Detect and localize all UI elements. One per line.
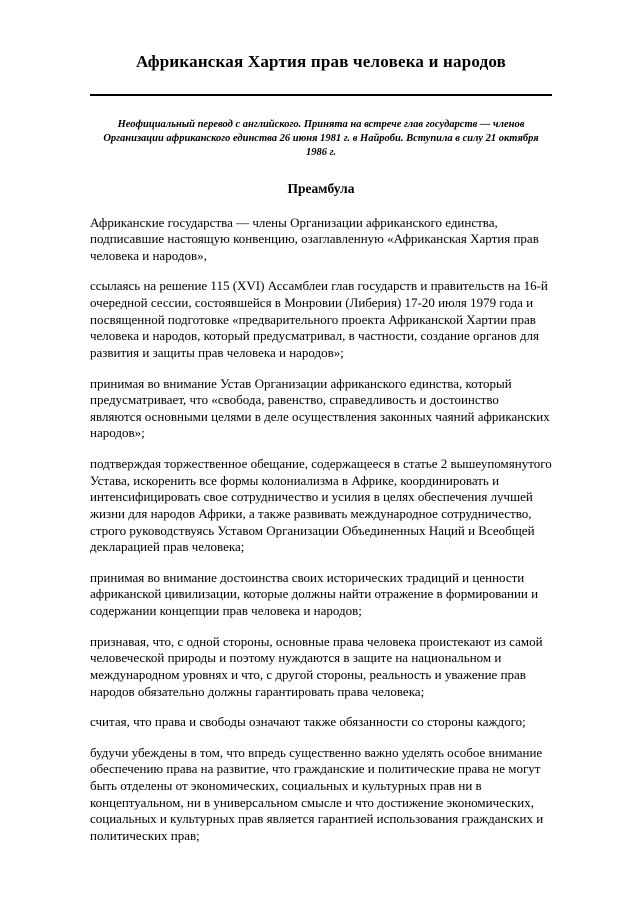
paragraph: считая, что права и свободы означают также обязанности со стороны каждого; [90, 714, 526, 730]
paragraph: принимая во внимание Устав Организации африканского единства, который предусматривает, что «свобода, равенство, справедливость и достоинство являются основными целями в деле осуществления законных чаяний африканских народов»; [90, 375, 550, 441]
paragraph: будучи убеждены в том, что впредь существенно важно уделять особое внимание обеспечению права на развитие, что гражданские и политические права не могут быть отделены от экономических, социальных и культурных прав ни в концептуальном, ни в универсальном смысле и что достижение экономических, социальных и культурных прав является гарантией использования гражданских и политических прав; [90, 744, 544, 843]
paragraph: Африканские государства — члены Организации африканского единства, подписавшие настоящую конвенцию, озаглавленную «Африканская Хартия прав человека и народов», [90, 214, 539, 263]
document-note: Неофициальный перевод с английского. Принята на встрече глав государств — членов Организации африканского единства 26 июня 1981 г. в Найроби. Вступила в силу 21 октября 1986 г. [103, 119, 539, 159]
paragraph: ссылаясь на решение 115 (XVI) Ассамблеи глав государств и правительств на 16-й очередной сессии, состоявшейся в Монровии (Либерия) 17-20 июля 1979 года и посвященной подготовке «предварительного проекта Африканской Хартии прав человека и народов, который предусматривал, в частности, создание органов для развития и защиты прав человека и народов»; [90, 278, 548, 360]
paragraph: принимая во внимание достоинства своих исторических традиций и ценности африканской цивилизации, которые должны найти отражение в формировании и содержании концепции прав человека и народов; [90, 569, 539, 619]
paragraph: подтверждая торжественное обещание, содержащееся в статье 2 вышеупомянутого Устава, искоренить все формы колониализма в Африке, координировать и интенсифицировать свое сотрудничество и усилия в целях обеспечения лучшей жизни для народов Африки, а также развивать международное сотрудничество, строго руководствуясь Уставом Организации Объединенных Наций и Всеобщей декларацией прав человека; [90, 456, 552, 555]
document-title: Африканская Хартия прав человека и народов [135, 52, 507, 71]
preamble-heading: Преамбула [287, 180, 355, 196]
paragraph: признавая, что, с одной стороны, основные права человека проистекают из самой человеческой природы и поэтому нуждаются в защите на национальном и международном уровнях и что, с другой стороны, реальность и уважение прав народов обязательно должны гарантировать права человека; [90, 633, 543, 699]
title-divider [90, 94, 552, 96]
